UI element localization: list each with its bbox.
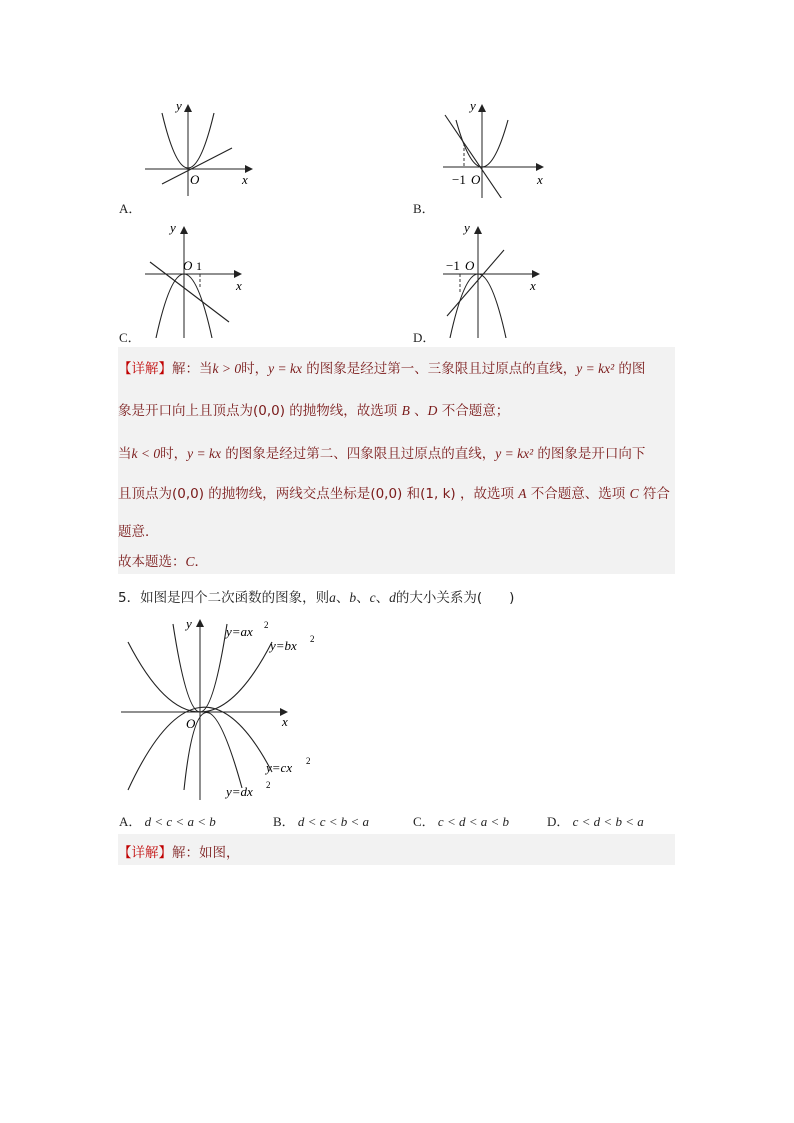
option-c-label: C． <box>119 330 141 345</box>
figure-question-5 <box>118 612 328 802</box>
graph-option-a <box>140 98 260 198</box>
choice-b[interactable]: B． d < c < b < a <box>273 814 370 829</box>
x-axis-label: x <box>242 172 248 187</box>
solution-line-3: 当k < 0时，y = kx 的图象是经过第二、四象限且过原点的直线，y = kx² 的图象是开口向下 <box>118 446 646 462</box>
curve-d-label: y=dx <box>226 784 253 799</box>
curve-c-label: y=cx <box>266 760 293 775</box>
x-axis-label: x <box>537 172 543 187</box>
solution-line-6: 故本题选：C． <box>118 554 209 570</box>
origin-label: O <box>471 172 481 187</box>
curve-d-exponent: 2 <box>266 780 271 790</box>
solution-line-2: 象是开口向上且顶点为(0,0) 的抛物线，故选项 B 、D 不合题意； <box>118 403 510 419</box>
origin-label: O <box>190 172 200 187</box>
solution-line-4: 且顶点为(0,0) 的抛物线，两线交点坐标是(0,0) 和(1, k) ，故选项 A 不合题意、选项 C 符合 <box>118 486 670 502</box>
x-axis-label: x <box>236 278 242 293</box>
option-b-label: B． <box>413 201 435 216</box>
solution-line-1: 【详解】解：当k > 0时，y = kx 的图象是经过第一、三象限且过原点的直线，y = kx² 的图 <box>118 361 646 377</box>
solution-5-line: 【详解】解：如图， <box>118 845 240 861</box>
origin-label: O <box>465 258 475 273</box>
curve-b-exponent: 2 <box>310 634 315 644</box>
option-d-label: D． <box>413 330 436 345</box>
x-axis-label: x <box>282 714 288 729</box>
question-5-text: 5．如图是四个二次函数的图象，则a、b、c、d的大小关系为( ) <box>118 590 515 606</box>
curve-a-label: y=ax <box>226 624 253 639</box>
solution-5-tag: 【详解】 <box>118 845 172 861</box>
option-a-label: A． <box>119 201 142 216</box>
graph-option-d <box>438 222 548 338</box>
graph-option-c <box>140 222 250 338</box>
graph-option-b <box>438 98 558 198</box>
tick-label: 1 <box>196 259 202 273</box>
solution-5-box <box>118 834 675 865</box>
y-axis-label: y <box>170 222 176 235</box>
choice-c[interactable]: C． c < d < a < b <box>413 814 510 829</box>
origin-label: O <box>183 258 193 273</box>
origin-label: O <box>186 716 196 731</box>
choice-d[interactable]: D． c < d < b < a <box>547 814 644 829</box>
solution-box <box>118 347 675 574</box>
y-axis-label: y <box>470 98 476 113</box>
y-axis-label: y <box>464 222 470 235</box>
y-axis-label: y <box>186 616 192 631</box>
solution-line-5: 题意． <box>118 524 159 540</box>
curve-c-exponent: 2 <box>306 756 311 766</box>
tick-label: −1 <box>452 172 466 187</box>
solution-tag: 【详解】 <box>118 361 172 377</box>
x-axis-label: x <box>530 278 536 293</box>
curve-b-label: y=bx <box>270 638 297 653</box>
tick-label: −1 <box>446 258 460 273</box>
curve-a-exponent: 2 <box>264 620 269 630</box>
choice-a[interactable]: A． d < c < a < b <box>119 814 216 829</box>
y-axis-label: y <box>176 98 182 113</box>
